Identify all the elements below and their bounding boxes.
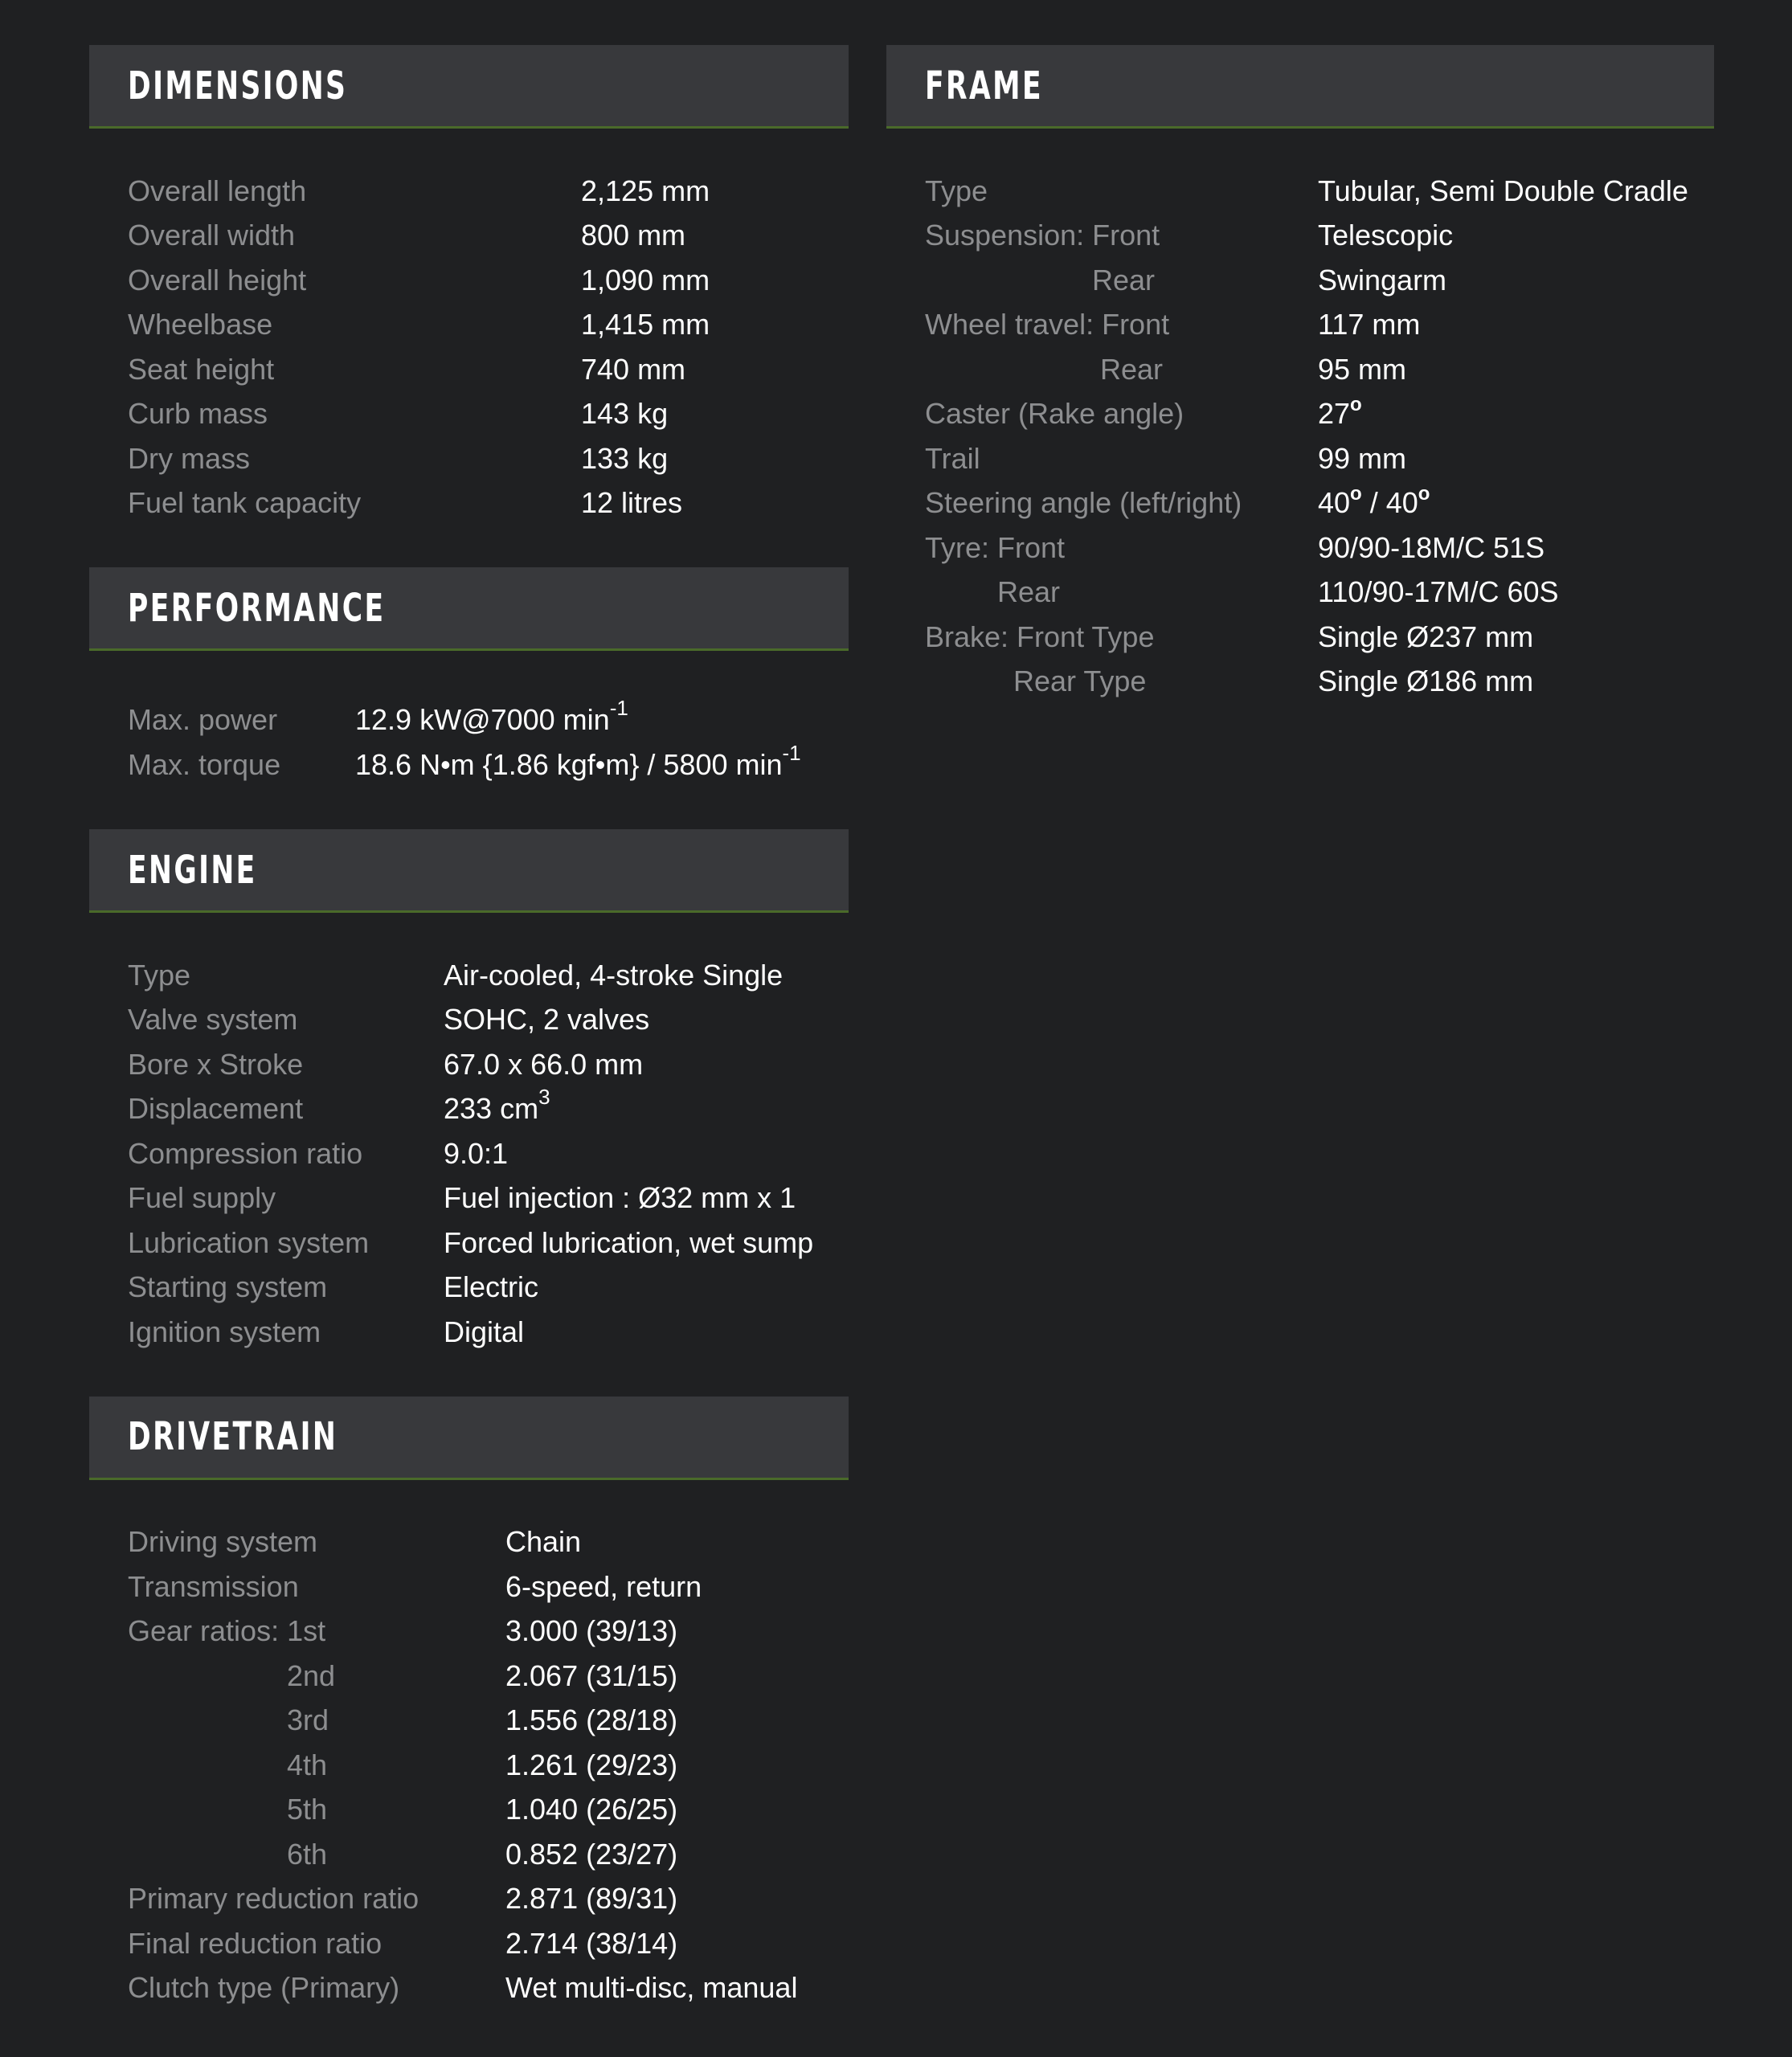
spec-row-seat-height — [128, 347, 849, 392]
spec-value-text: 27 — [1318, 397, 1351, 431]
engine-rows — [89, 913, 849, 1355]
spec-value — [355, 741, 801, 782]
spec-value: 12 litres — [581, 486, 683, 520]
degree-mark: o — [1350, 394, 1362, 416]
spec-row-brake-rear — [925, 660, 1714, 705]
degree-mark: o — [1418, 483, 1430, 505]
spec-row-gear-5th — [128, 1788, 849, 1833]
spec-value: 2,125 mm — [581, 174, 710, 207]
spec-label: Rear Type — [1013, 665, 1147, 698]
spec-value: Air-cooled, 4-stroke Single — [444, 958, 783, 992]
left-column — [89, 45, 849, 2052]
spec-label: Caster (Rake angle) — [925, 397, 1184, 431]
spec-value: 740 mm — [581, 352, 686, 386]
spec-label: Tyre: Front — [925, 530, 1066, 564]
spec-value: 2.871 (89/31) — [505, 1882, 678, 1916]
spec-label: Brake: Front Type — [925, 620, 1155, 653]
spec-row-wheel-travel-front — [925, 303, 1714, 348]
spec-label: Rear — [1092, 263, 1156, 296]
spec-value: 133 kg — [581, 441, 669, 475]
dimensions-section — [89, 45, 849, 525]
spec-row-starting — [128, 1266, 849, 1311]
spec-value — [1318, 483, 1430, 520]
spec-row-valve-system — [128, 998, 849, 1043]
spec-value: 1.040 (26/25) — [505, 1793, 678, 1826]
spec-label: Overall width — [128, 219, 296, 252]
spec-value: 0.852 (23/27) — [505, 1837, 678, 1871]
spec-label: Starting system — [128, 1270, 328, 1304]
spec-row-ignition — [128, 1310, 849, 1355]
dimensions-header — [89, 45, 849, 129]
spec-value: Fuel injection : Ø32 mm x 1 — [444, 1181, 796, 1215]
frame-title: FRAME — [925, 63, 1043, 108]
frame-header — [886, 45, 1714, 129]
spec-row-frame-type — [925, 169, 1714, 214]
spec-label: Trail — [925, 441, 980, 475]
spec-row-dry-mass — [128, 436, 849, 481]
spec-label: Primary reduction ratio — [128, 1882, 419, 1916]
drivetrain-title: DRIVETRAIN — [128, 1414, 338, 1459]
spec-row-fuel-supply — [128, 1176, 849, 1221]
spec-row-clutch-type — [128, 1966, 849, 2011]
superscript: -1 — [609, 696, 628, 720]
spec-row-overall-width — [128, 214, 849, 259]
spec-value: 90/90-18M/C 51S — [1318, 530, 1545, 564]
frame-rows — [886, 129, 1714, 704]
spec-row-brake-front — [925, 615, 1714, 660]
spec-label: Max. power — [128, 703, 278, 736]
spec-value: 2.714 (38/14) — [505, 1926, 678, 1960]
spec-label: Dry mass — [128, 441, 250, 475]
superscript: -1 — [782, 741, 801, 765]
spec-row-suspension-rear — [925, 258, 1714, 303]
spec-value: Swingarm — [1318, 263, 1447, 296]
spec-value: 1.261 (29/23) — [505, 1748, 678, 1781]
dimensions-title: DIMENSIONS — [128, 63, 348, 108]
spec-value: 1,415 mm — [581, 308, 710, 341]
spec-row-caster — [925, 392, 1714, 437]
spec-row-primary-reduction — [128, 1877, 849, 1922]
spec-row-wheelbase — [128, 303, 849, 348]
spec-label: 2nd — [287, 1658, 336, 1692]
spec-label: Suspension: Front — [925, 219, 1160, 252]
spec-value: 800 mm — [581, 219, 686, 252]
spec-label: Final reduction ratio — [128, 1926, 383, 1960]
spec-value: 99 mm — [1318, 441, 1407, 475]
spec-label: 4th — [287, 1748, 328, 1781]
spec-value: 110/90-17M/C 60S — [1318, 575, 1559, 609]
spec-label: Max. torque — [128, 748, 281, 781]
spec-label: Clutch type (Primary) — [128, 1971, 400, 2005]
spec-row-suspension-front — [925, 214, 1714, 259]
spec-label: Wheel travel: Front — [925, 308, 1170, 341]
drivetrain-rows — [89, 1480, 849, 2011]
performance-rows — [89, 651, 849, 787]
spec-value: Tubular, Semi Double Cradle — [1318, 174, 1688, 207]
spec-value: Telescopic — [1318, 219, 1454, 252]
spec-label: Fuel tank capacity — [128, 486, 362, 520]
spec-label: Driving system — [128, 1525, 318, 1559]
spec-label: Steering angle (left/right) — [925, 486, 1242, 520]
frame-section — [886, 45, 1714, 704]
spec-value: SOHC, 2 valves — [444, 1003, 650, 1037]
spec-row-transmission — [128, 1564, 849, 1609]
spec-label: Bore x Stroke — [128, 1047, 304, 1081]
spec-row-tyre-front — [925, 525, 1714, 570]
spec-row-final-reduction — [128, 1921, 849, 1966]
superscript: 3 — [538, 1085, 550, 1110]
spec-row-gear-2nd — [128, 1654, 849, 1699]
spec-label: Rear — [997, 575, 1061, 609]
spec-row-wheel-travel-rear — [925, 347, 1714, 392]
spec-row-trail — [925, 436, 1714, 481]
spec-value-text: 233 cm — [444, 1092, 539, 1126]
spec-value: 6-speed, return — [505, 1569, 702, 1603]
drivetrain-section — [89, 1397, 849, 2011]
spec-label: Fuel supply — [128, 1181, 276, 1215]
spec-label: Transmission — [128, 1569, 299, 1603]
spec-row-steering-angle — [925, 481, 1714, 526]
spec-row-displacement — [128, 1087, 849, 1132]
spec-value: 95 mm — [1318, 352, 1407, 386]
spec-row-engine-type — [128, 953, 849, 998]
spec-value: 2.067 (31/15) — [505, 1658, 678, 1692]
spec-row-gear-6th — [128, 1832, 849, 1877]
drivetrain-header — [89, 1397, 849, 1480]
spec-row-bore-stroke — [128, 1042, 849, 1087]
spec-value: Electric — [444, 1270, 539, 1304]
spec-label: Type — [925, 174, 988, 207]
spec-row-fuel-tank — [128, 481, 849, 526]
spec-label: 5th — [287, 1793, 328, 1826]
spec-value: Forced lubrication, wet sump — [444, 1225, 814, 1259]
engine-header — [89, 829, 849, 913]
performance-section — [89, 567, 849, 787]
spec-label: Overall height — [128, 263, 307, 296]
spec-value: 3.000 (39/13) — [505, 1614, 678, 1648]
spec-row-overall-length — [128, 169, 849, 214]
spec-row-driving-system — [128, 1520, 849, 1565]
spec-label: 3rd — [287, 1703, 329, 1737]
spec-row-max-torque — [128, 742, 849, 787]
spec-label: Rear — [1100, 352, 1164, 386]
spec-label: Curb mass — [128, 397, 268, 431]
spec-label: Valve system — [128, 1003, 298, 1037]
spec-value: 67.0 x 66.0 mm — [444, 1047, 644, 1081]
spec-value — [1318, 394, 1362, 431]
spec-value: 9.0:1 — [444, 1136, 509, 1170]
spec-row-gear-3rd — [128, 1699, 849, 1744]
spec-value-text: 40 — [1318, 486, 1351, 520]
spec-value: 143 kg — [581, 397, 669, 431]
spec-label: Displacement — [128, 1092, 304, 1126]
right-column — [886, 45, 1714, 746]
dimensions-rows — [89, 129, 849, 525]
spec-label: Wheelbase — [128, 308, 273, 341]
spec-label: 6th — [287, 1837, 328, 1871]
spec-value: 117 mm — [1318, 308, 1421, 341]
spec-value: Single Ø237 mm — [1318, 620, 1534, 653]
spec-value: 1.556 (28/18) — [505, 1703, 678, 1737]
spec-row-curb-mass — [128, 392, 849, 437]
spec-value: Wet multi-disc, manual — [505, 1971, 798, 2005]
spec-value: Single Ø186 mm — [1318, 665, 1534, 698]
spec-value — [444, 1085, 550, 1126]
spec-row-gear-4th — [128, 1743, 849, 1788]
spec-label: Gear ratios: 1st — [128, 1614, 326, 1648]
performance-header — [89, 567, 849, 651]
spec-row-gear-1st — [128, 1609, 849, 1654]
spec-value-text: 12.9 kW@7000 min — [355, 703, 610, 736]
spec-value: 1,090 mm — [581, 263, 710, 296]
performance-title: PERFORMANCE — [128, 585, 386, 631]
spec-label: Seat height — [128, 352, 275, 386]
degree-mark: o — [1350, 483, 1362, 505]
spec-value-text: / 40 — [1361, 486, 1418, 520]
spec-row-lubrication — [128, 1221, 849, 1266]
spec-row-overall-height — [128, 258, 849, 303]
spec-label: Ignition system — [128, 1315, 321, 1348]
spec-label: Lubrication system — [128, 1225, 370, 1259]
spec-label: Compression ratio — [128, 1136, 363, 1170]
spec-row-tyre-rear — [925, 570, 1714, 615]
spec-label: Type — [128, 958, 191, 992]
spec-row-max-power — [128, 697, 849, 742]
spec-row-compression — [128, 1131, 849, 1176]
spec-value — [355, 696, 628, 737]
engine-title: ENGINE — [128, 847, 257, 893]
engine-section — [89, 829, 849, 1355]
spec-label: Overall length — [128, 174, 307, 207]
spec-value: Digital — [444, 1315, 525, 1348]
spec-value: Chain — [505, 1525, 582, 1559]
spec-value-text: 18.6 N•m {1.86 kgf•m} / 5800 min — [355, 748, 783, 781]
